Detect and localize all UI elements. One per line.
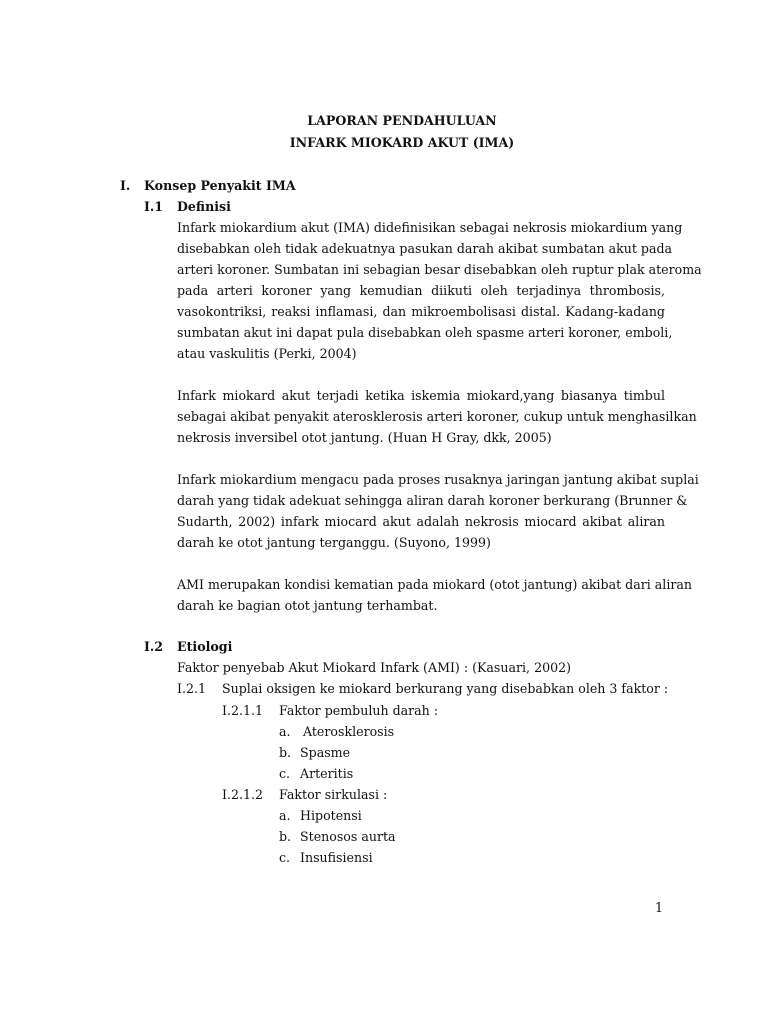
paragraph-line: Infark miokardium mengacu pada proses rusaknya jaringan jantung akibat suplai xyxy=(177,472,699,487)
item-1-2-1-1-number: I.2.1.1 xyxy=(222,703,264,718)
page-number: 1 xyxy=(655,900,664,915)
paragraph-line: vasokontriksi, reaksi inflamasi, dan mikroembolisasi distal. Kadang-kadang xyxy=(177,304,665,319)
definition-paragraph-3 xyxy=(177,469,699,553)
paragraph-line: sumbatan akut ini dapat pula disebabkan oleh spasme arteri koroner, emboli, xyxy=(177,325,673,340)
list-letter: c. xyxy=(279,850,291,865)
subsection-1-2-title: Etiologi xyxy=(177,639,233,654)
item-1-2-1-2-text: Faktor sirkulasi : xyxy=(279,787,388,802)
title-line-2: INFARK MIOKARD AKUT (IMA) xyxy=(289,135,515,150)
subsection-1-1-title: Definisi xyxy=(177,199,231,214)
paragraph-line: disebabkan oleh tidak adekuatnya pasukan darah akibat sumbatan akut pada xyxy=(177,241,673,256)
paragraph-line: darah ke bagian otot jantung terhambat. xyxy=(177,598,438,613)
item-1-2-1-number: I.2.1 xyxy=(177,681,207,696)
definition-paragraph-2 xyxy=(177,385,697,448)
list-letter: a. xyxy=(279,808,291,823)
list-item-text: Stenosos aurta xyxy=(300,829,396,844)
paragraph-line: darah ke otot jantung terganggu. (Suyono, 1999) xyxy=(177,535,491,550)
section-1-title: Konsep Penyakit IMA xyxy=(144,178,296,193)
section-1-number: I. xyxy=(120,178,131,193)
paragraph-line: arteri koroner. Sumbatan ini sebagian besar disebabkan oleh ruptur plak ateroma xyxy=(177,262,702,277)
paragraph-line: sebagai akibat penyakit aterosklerosis arteri koroner, cukup untuk menghasilkan xyxy=(177,409,697,424)
list-letter: a. xyxy=(279,724,291,739)
list-item-text: Spasme xyxy=(300,745,351,760)
paragraph-line: Sudarth, 2002) infark miocard akut adalah nekrosis miocard akibat aliran xyxy=(177,514,665,529)
title-line-1: LAPORAN PENDAHULUAN xyxy=(307,113,497,128)
paragraph-line: Infark miokard akut terjadi ketika iskemia miokard,yang biasanya timbul xyxy=(177,388,665,403)
item-1-2-1-2-number: I.2.1.2 xyxy=(222,787,264,802)
paragraph-line: nekrosis inversibel otot jantung. (Huan H Gray, dkk, 2005) xyxy=(177,430,552,445)
paragraph-line: atau vaskulitis (Perki, 2004) xyxy=(177,346,357,361)
list-item-text: Arteritis xyxy=(300,766,354,781)
etiologi-intro: Faktor penyebab Akut Miokard Infark (AMI) : (Kasuari, 2002) xyxy=(177,660,572,675)
paragraph-line: darah yang tidak adekuat sehingga aliran darah koroner berkurang (Brunner & xyxy=(177,493,688,508)
definition-paragraph-1 xyxy=(177,217,702,364)
definition-paragraph-4 xyxy=(177,574,693,616)
paragraph-line: AMI merupakan kondisi kematian pada miokard (otot jantung) akibat dari aliran xyxy=(177,577,693,592)
item-1-2-1-1-text: Faktor pembuluh darah : xyxy=(279,703,439,718)
list-letter: b. xyxy=(279,829,292,844)
paragraph-line: Infark miokardium akut (IMA) didefinisikan sebagai nekrosis miokardium yang xyxy=(177,220,683,235)
item-1-2-1-text: Suplai oksigen ke miokard berkurang yang disebabkan oleh 3 faktor : xyxy=(222,681,669,696)
paragraph-line: pada arteri koroner yang kemudian diikuti oleh terjadinya thrombosis, xyxy=(177,283,665,298)
subsection-1-2-number: I.2 xyxy=(144,639,164,654)
list-item-text: Aterosklerosis xyxy=(303,724,395,739)
list-item-text: Hipotensi xyxy=(300,808,362,823)
list-letter: c. xyxy=(279,766,291,781)
subsection-1-1-number: I.1 xyxy=(144,199,164,214)
list-item-text: Insufisiensi xyxy=(300,850,373,865)
list-letter: b. xyxy=(279,745,292,760)
